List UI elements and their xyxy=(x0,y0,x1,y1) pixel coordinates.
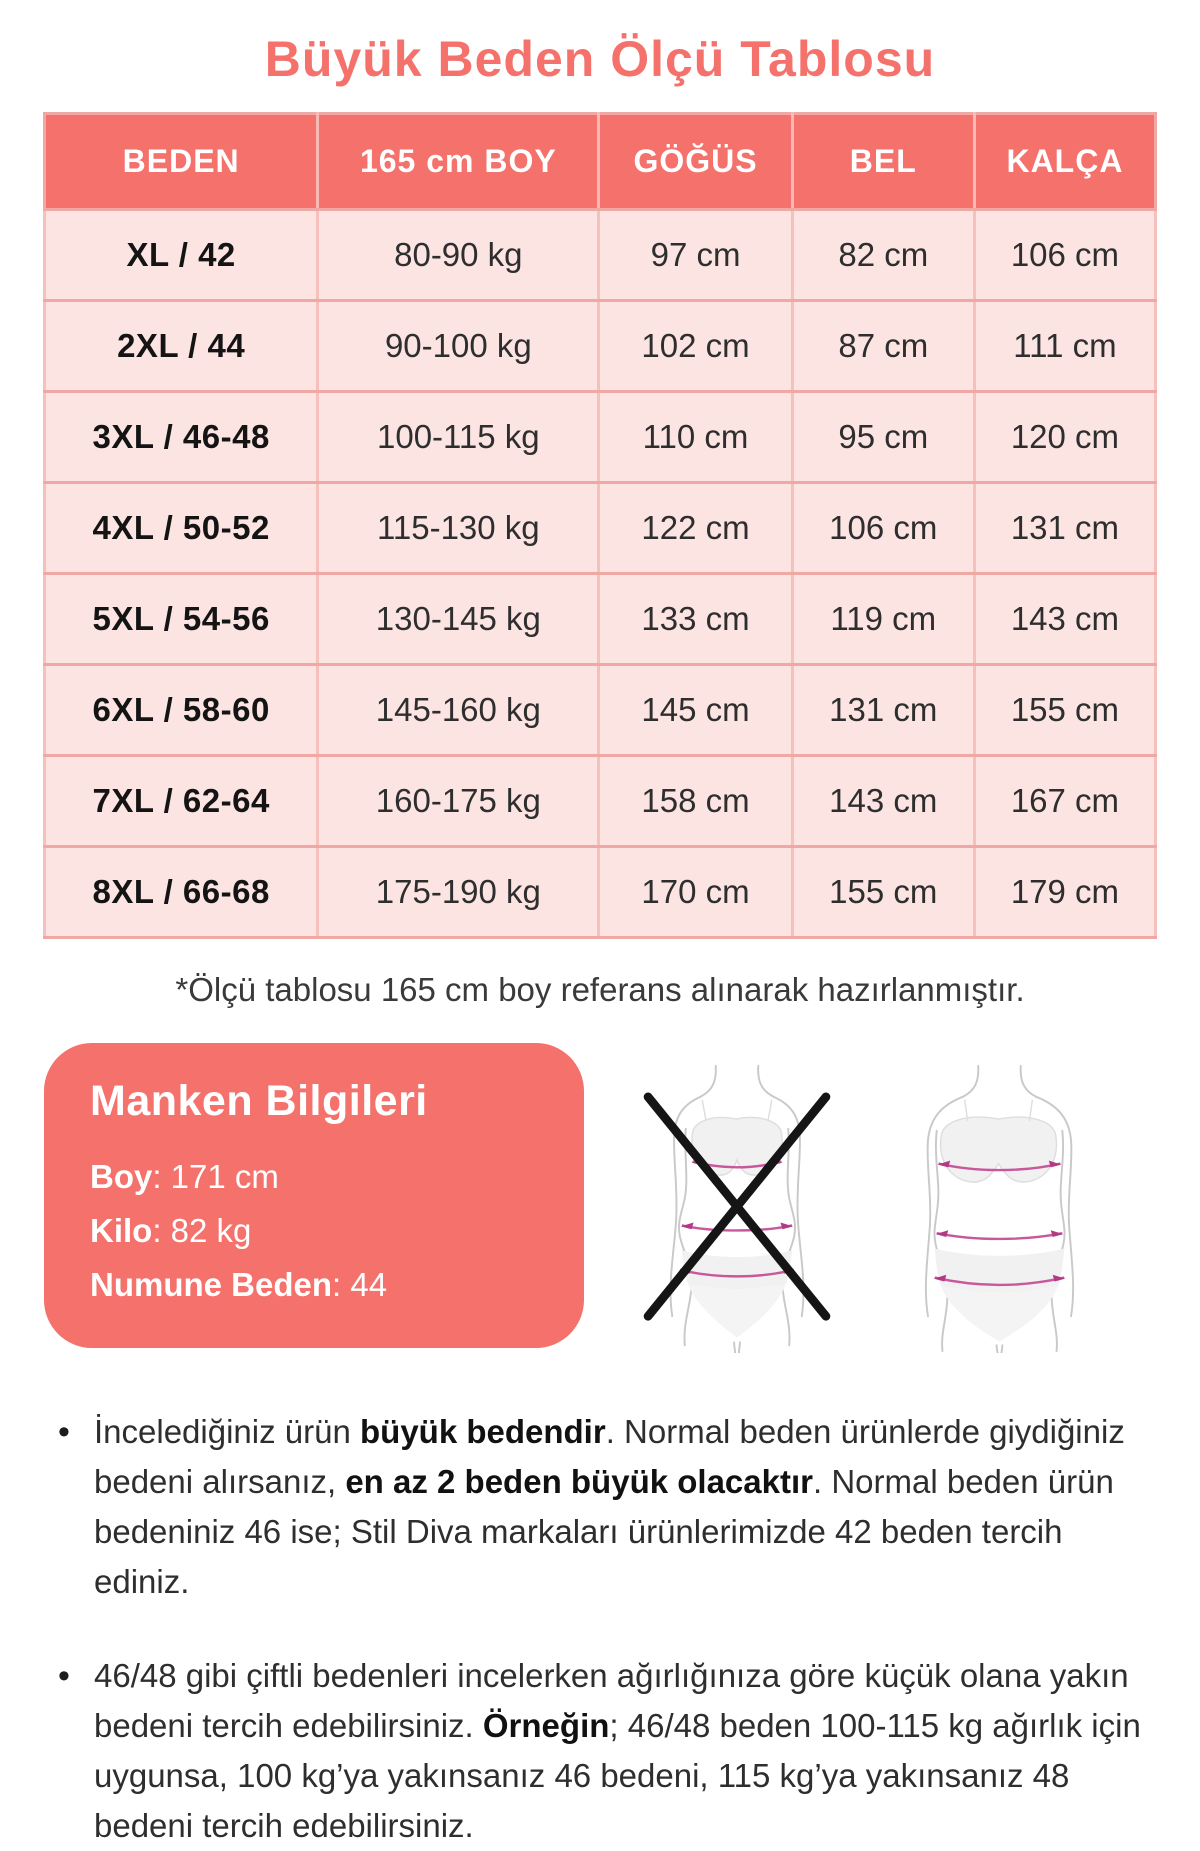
size-row xyxy=(45,301,1156,392)
size-row xyxy=(45,483,1156,574)
measurement-cell: 82 cm xyxy=(792,210,974,301)
measurement-cell: 106 cm xyxy=(792,483,974,574)
model-info-line: Numune Beden: 44 xyxy=(90,1266,388,1303)
size-chart-page xyxy=(0,30,1200,1844)
model-info-title: Manken Bilgileri xyxy=(90,1077,428,1125)
size-table-body xyxy=(45,210,1156,938)
model-info-line: Kilo: 82 kg xyxy=(90,1212,252,1249)
column-header: BEL xyxy=(792,114,974,210)
measurement-cell: 170 cm xyxy=(599,847,792,938)
model-info-lines xyxy=(90,1150,544,1312)
measurement-cell: 102 cm xyxy=(599,301,792,392)
measurement-cell: 160-175 kg xyxy=(318,756,599,847)
measurement-cell: 167 cm xyxy=(974,756,1155,847)
measurement-cell: 131 cm xyxy=(792,665,974,756)
measurement-cell: 119 cm xyxy=(792,574,974,665)
size-label-cell: 3XL / 46-48 xyxy=(45,392,318,483)
size-label-cell: 6XL / 58-60 xyxy=(45,665,318,756)
measurement-cell: 130-145 kg xyxy=(318,574,599,665)
page-title: Büyük Beden Ölçü Tablosu xyxy=(264,31,936,87)
note-item: • İncelediğiniz ürün büyük bedendir. Normal beden ürünlerde giydiğiniz bedeni alırsanız, en az 2 beden büyük olacaktır. Normal beden ürün bedeniniz 46 ise; Stil Diva markaları ürünlerimizde 42 beden tercih ediniz. xyxy=(58,1407,1150,1607)
measurement-cell: 155 cm xyxy=(974,665,1155,756)
size-table-header-row xyxy=(45,114,1156,210)
figure-illustrations xyxy=(584,1063,1156,1353)
measurement-cell: 111 cm xyxy=(974,301,1155,392)
measurement-cell: 145-160 kg xyxy=(318,665,599,756)
model-info-section xyxy=(44,1043,1156,1353)
measurement-cell: 155 cm xyxy=(792,847,974,938)
measurement-cell: 115-130 kg xyxy=(318,483,599,574)
size-row xyxy=(45,847,1156,938)
model-info-line: Boy: 171 cm xyxy=(90,1158,279,1195)
notes-list xyxy=(58,1407,1150,1851)
crossed-out-slim-figure-icon xyxy=(639,1063,835,1353)
size-label-cell: 7XL / 62-64 xyxy=(45,756,318,847)
size-label-cell: XL / 42 xyxy=(45,210,318,301)
size-row xyxy=(45,756,1156,847)
measurement-cell: 97 cm xyxy=(599,210,792,301)
model-info-card xyxy=(44,1043,584,1348)
column-header: GÖĞÜS xyxy=(599,114,792,210)
size-label-cell: 5XL / 54-56 xyxy=(45,574,318,665)
measurement-cell: 122 cm xyxy=(599,483,792,574)
size-label-cell: 4XL / 50-52 xyxy=(45,483,318,574)
column-header: KALÇA xyxy=(974,114,1155,210)
measurement-cell: 87 cm xyxy=(792,301,974,392)
measurement-cell: 110 cm xyxy=(599,392,792,483)
measurement-cell: 158 cm xyxy=(599,756,792,847)
column-header: 165 cm BOY xyxy=(318,114,599,210)
measurement-cell: 145 cm xyxy=(599,665,792,756)
measurement-cell: 143 cm xyxy=(974,574,1155,665)
note-item: • 46/48 gibi çiftli bedenleri incelerken ağırlığınıza göre küçük olana yakın bedeni tercih edebilirsiniz. Örneğin; 46/48 beden 100-115 kg ağırlık için uygunsa, 100 kg’ya yakınsanız 46 bedeni, 115 kg’ya yakınsanız 48 bedeni tercih edebilirsiniz. xyxy=(58,1651,1150,1851)
measurement-cell: 80-90 kg xyxy=(318,210,599,301)
measurement-cell: 175-190 kg xyxy=(318,847,599,938)
size-table-head xyxy=(45,114,1156,210)
size-row xyxy=(45,665,1156,756)
measurement-cell: 95 cm xyxy=(792,392,974,483)
measurement-cell: 100-115 kg xyxy=(318,392,599,483)
size-row xyxy=(45,210,1156,301)
measurement-cell: 120 cm xyxy=(974,392,1155,483)
size-row xyxy=(45,392,1156,483)
measurement-cell: 106 cm xyxy=(974,210,1155,301)
measurement-cell: 131 cm xyxy=(974,483,1155,574)
size-row xyxy=(45,574,1156,665)
column-header: BEDEN xyxy=(45,114,318,210)
measurement-cell: 143 cm xyxy=(792,756,974,847)
measurement-cell: 179 cm xyxy=(974,847,1155,938)
measurement-cell: 90-100 kg xyxy=(318,301,599,392)
size-table xyxy=(43,112,1157,939)
size-label-cell: 8XL / 66-68 xyxy=(45,847,318,938)
size-label-cell: 2XL / 44 xyxy=(45,301,318,392)
measurement-cell: 133 cm xyxy=(599,574,792,665)
plus-size-figure-icon xyxy=(897,1063,1102,1353)
table-footnote: *Ölçü tablosu 165 cm boy referans alınarak hazırlanmıştır. xyxy=(175,971,1025,1008)
